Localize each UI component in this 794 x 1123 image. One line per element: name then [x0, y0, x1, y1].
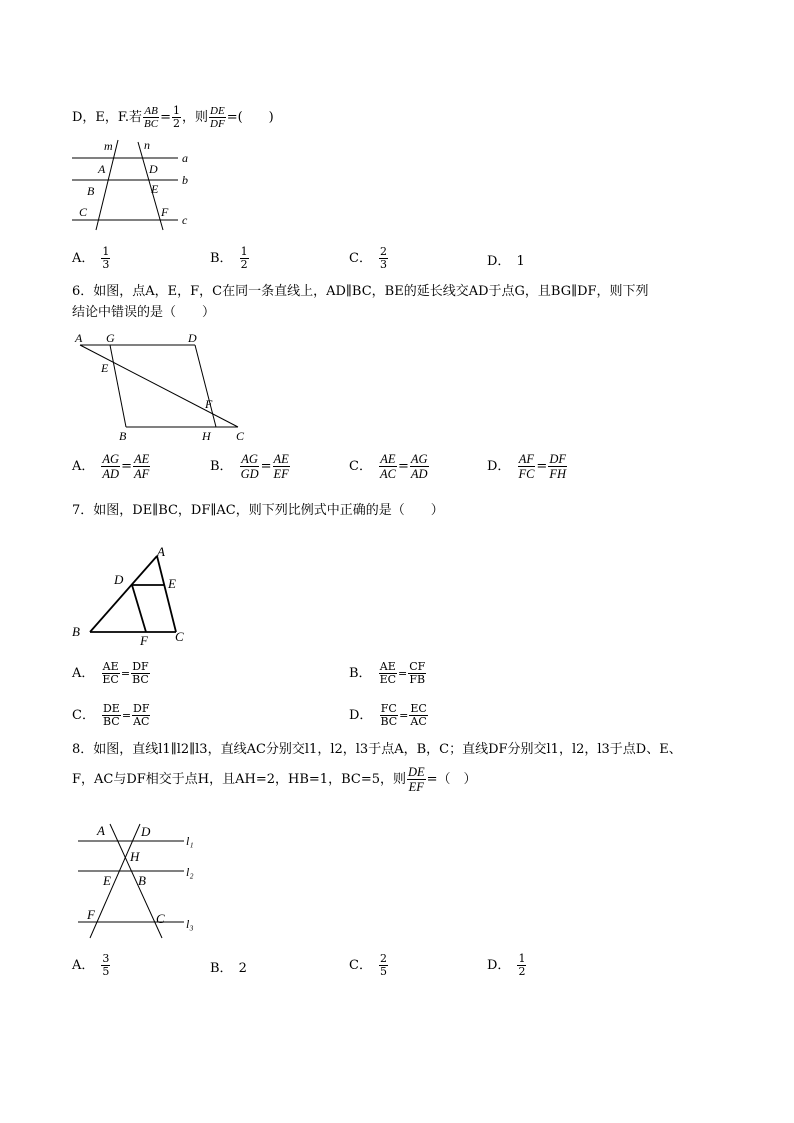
q5-figure [68, 136, 198, 232]
label-E: E [168, 576, 176, 591]
label-D: D [114, 572, 124, 587]
q5-option-d[interactable]: D． 1 [487, 254, 525, 269]
label-c: c [182, 213, 188, 227]
label-l3: l₃ [186, 917, 194, 931]
q8-option-c[interactable]: C． $\frac{2}{5}$ [349, 952, 387, 978]
q6-option-c[interactable]: C． $\frac{AE}{AC}$ = $\frac{AG}{AD}$ [349, 452, 428, 481]
label-D: D [188, 331, 197, 345]
label-G: G [106, 331, 115, 345]
label-C: C [156, 911, 165, 926]
label-F: F [140, 633, 148, 648]
label-B: B [138, 873, 146, 888]
q6-stem-line1: 6．如图，点A，E，F，C在同一条直线上，AD∥BC，BE的延长线交AD于点G，且BG∥DF，则下列 [72, 284, 649, 299]
q6-option-a[interactable]: A． $\frac{AG}{AD}$ = $\frac{AE}{AF}$ [72, 452, 150, 481]
q8-figure [72, 812, 212, 942]
label-a: a [182, 151, 188, 165]
label-B: B [72, 624, 80, 639]
q5-ask-fraction: $\frac{DE}{DF}$ [210, 105, 225, 130]
label-D: D [141, 824, 151, 839]
label-B: B [119, 429, 127, 443]
q5-cond-fraction: $\frac{AB}{BC}$ [144, 105, 159, 130]
label-H: H [130, 849, 140, 864]
q8-option-a[interactable]: A． $\frac{3}{5}$ [72, 952, 110, 978]
label-A: A [97, 823, 105, 838]
q6-option-d[interactable]: D． $\frac{AF}{FC}$ = $\frac{DF}{FH}$ [487, 452, 566, 481]
label-F: F [161, 205, 169, 219]
label-E: E [101, 361, 109, 375]
label-A: A [98, 162, 106, 176]
label-F: F [87, 907, 95, 922]
q7-figure [68, 540, 198, 648]
q7-option-b[interactable]: B． $\frac{AE}{EC}$ = $\frac{CF}{FB}$ [349, 660, 426, 686]
label-b: b [182, 173, 188, 187]
label-E: E [103, 873, 111, 888]
q5-option-a[interactable]: A． $\frac{1}{3}$ [72, 245, 110, 271]
q8-stem-line1: 8．如图，直线l1∥l2∥l3，直线AC分别交l1，l2，l3于点A，B，C；直线DF分别交l1，l2，l3于点D、E、 [72, 742, 682, 757]
q8-option-d[interactable]: D． $\frac{1}{2}$ [487, 952, 526, 978]
label-E: E [151, 182, 159, 196]
label-n: n [144, 138, 150, 152]
label-C: C [236, 429, 245, 443]
label-m: m [104, 139, 113, 153]
q7-option-a[interactable]: A． $\frac{AE}{EC}$ = $\frac{DF}{BC}$ [72, 660, 149, 686]
q7-option-d[interactable]: D． $\frac{FC}{BC}$ = $\frac{EC}{AC}$ [349, 702, 427, 728]
q6-stem-line2: 结论中错误的是（ ） [72, 305, 216, 320]
q5-cond-value: $\frac{1}{2}$ [173, 104, 181, 130]
q7-stem: 7．如图，DE∥BC，DF∥AC，则下列比例式中正确的是（ ） [72, 503, 444, 518]
label-C: C [79, 205, 88, 219]
q6-option-b[interactable]: B． $\frac{AG}{GD}$ = $\frac{AE}{EF}$ [210, 452, 289, 481]
q8-stem-line2: F，AC与DF相交于点H，且AH=2，HB=1，BC=5，则 $\frac{DE}{EF}$ =（ ） [72, 765, 477, 794]
q7-option-c[interactable]: C． $\frac{DE}{BC}$ = $\frac{DF}{AC}$ [72, 702, 150, 728]
label-l2: l₂ [186, 865, 194, 879]
q5-stem-prefix: D，E，F.若 [72, 109, 143, 125]
label-B: B [87, 184, 95, 198]
label-A: A [75, 331, 83, 345]
q5-option-c[interactable]: C． $\frac{2}{3}$ [349, 245, 387, 271]
label-l1: l₁ [186, 834, 194, 848]
q6-figure [70, 328, 260, 446]
label-F: F [205, 397, 213, 411]
q5-stem: D，E，F.若 $\frac{AB}{BC}$ = $\frac{1}{2}$ ，则 $\frac{DE}{DF}$ =( ) [72, 104, 274, 130]
label-A: A [157, 544, 165, 559]
q5-option-b[interactable]: B． $\frac{1}{2}$ [210, 245, 248, 271]
q8-ask-fraction: $\frac{DE}{EF}$ [407, 765, 425, 794]
label-D: D [149, 162, 158, 176]
label-C: C [175, 629, 184, 644]
label-H: H [202, 429, 211, 443]
q8-option-b[interactable]: B． 2 [210, 961, 247, 976]
